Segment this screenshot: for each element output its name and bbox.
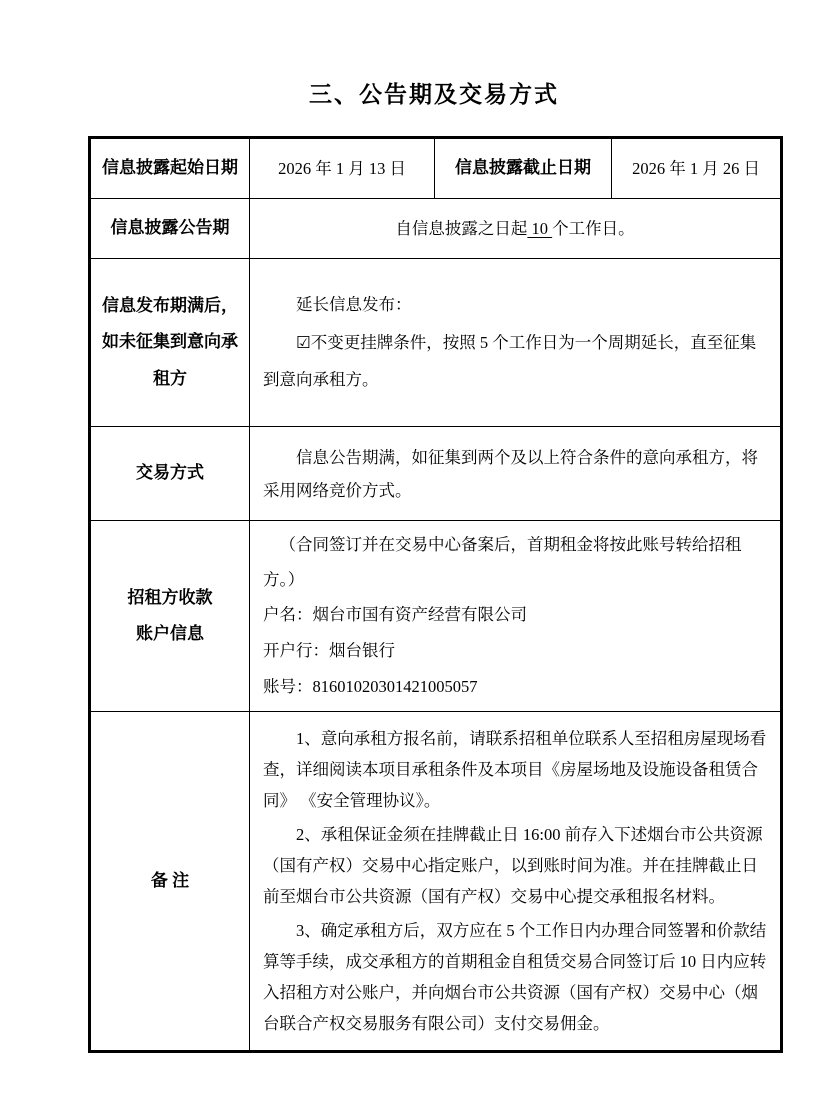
extension-content [250, 259, 782, 427]
announcement-period-days: 10 [527, 219, 553, 238]
trade-method-content [250, 427, 782, 521]
table-row-extension [90, 259, 782, 427]
account-info-label-line2: 账户信息 [136, 624, 204, 644]
disclosure-start-value: 2026 年 1 月 13 日 [250, 138, 435, 199]
announcement-period-suffix: 个工作日。 [552, 219, 635, 238]
table-row-remarks [90, 712, 782, 1052]
announcement-period-prefix: 自信息披露之日起 [395, 219, 528, 238]
account-info-content [250, 521, 782, 712]
account-info-label-line1: 招租方收款 [127, 587, 213, 607]
announcement-period-value [250, 199, 782, 259]
remarks-paragraph-1: 1、意向承租方报名前，请联系招租单位联系人至招租房屋现场看查，详细阅读本项目承租条件及本项目《房屋场地及设施设备租赁合同》 《安全管理协议》。 [263, 729, 767, 811]
account-info-label [90, 521, 250, 712]
table-row-account-info [90, 521, 782, 712]
table-row-disclosure-dates [90, 138, 782, 199]
trade-method-text: 信息公告期满，如征集到两个及以上符合条件的意向承租方，将采用网络竞价方式。 [263, 447, 758, 500]
section-title: 三、公告期及交易方式 [309, 82, 559, 107]
account-holder-name: 户名：烟台市国有资产经营有限公司 [263, 605, 527, 625]
announcement-table [88, 136, 783, 1053]
checked-checkbox-icon: ☑ [296, 332, 311, 352]
announcement-period-label: 信息披露公告期 [90, 199, 250, 259]
extension-heading: 延长信息发布： [296, 294, 412, 314]
disclosure-end-value: 2026 年 1 月 26 日 [612, 138, 782, 199]
remarks-label: 备 注 [90, 712, 250, 1052]
extension-label: 信息发布期满后，如未征集到意向承租方 [90, 259, 250, 427]
remarks-paragraph-3: 3、确定承租方后，双方应在 5 个工作日内办理合同签署和价款结算等手续，成交承租方的首期租金自租赁交易合同签订后 10 日内应转入招租方对公账户，并向烟台市公共资源（国有产权）交易中心（烟台联合产权交易服务有限公司）支付交易佣金。 [263, 921, 767, 1034]
disclosure-end-label: 信息披露截止日期 [435, 138, 612, 199]
account-number: 账号：81601020301421005057 [263, 676, 478, 696]
account-note: （合同签订并在交易中心备案后，首期租金将按此账号转给招租方。） [263, 535, 742, 589]
table-row-trade-method [90, 427, 782, 521]
extension-option [263, 324, 767, 400]
account-bank: 开户行：烟台银行 [263, 640, 395, 660]
remarks-paragraph-2: 2、承租保证金须在挂牌截止日 16:00 前存入下述烟台市公共资源（国有产权）交易中心指定账户，以到账时间为准。并在挂牌截止日前至烟台市公共资源（国有产权）交易中心提交承租报名材料。 [263, 825, 763, 907]
disclosure-start-label: 信息披露起始日期 [90, 138, 250, 199]
extension-option-text: 不变更挂牌条件，按照 5 个工作日为一个周期延长，直至征集到意向承租方。 [263, 332, 757, 390]
table-row-announcement-period [90, 199, 782, 259]
remarks-content [250, 712, 782, 1052]
trade-method-label: 交易方式 [90, 427, 250, 521]
